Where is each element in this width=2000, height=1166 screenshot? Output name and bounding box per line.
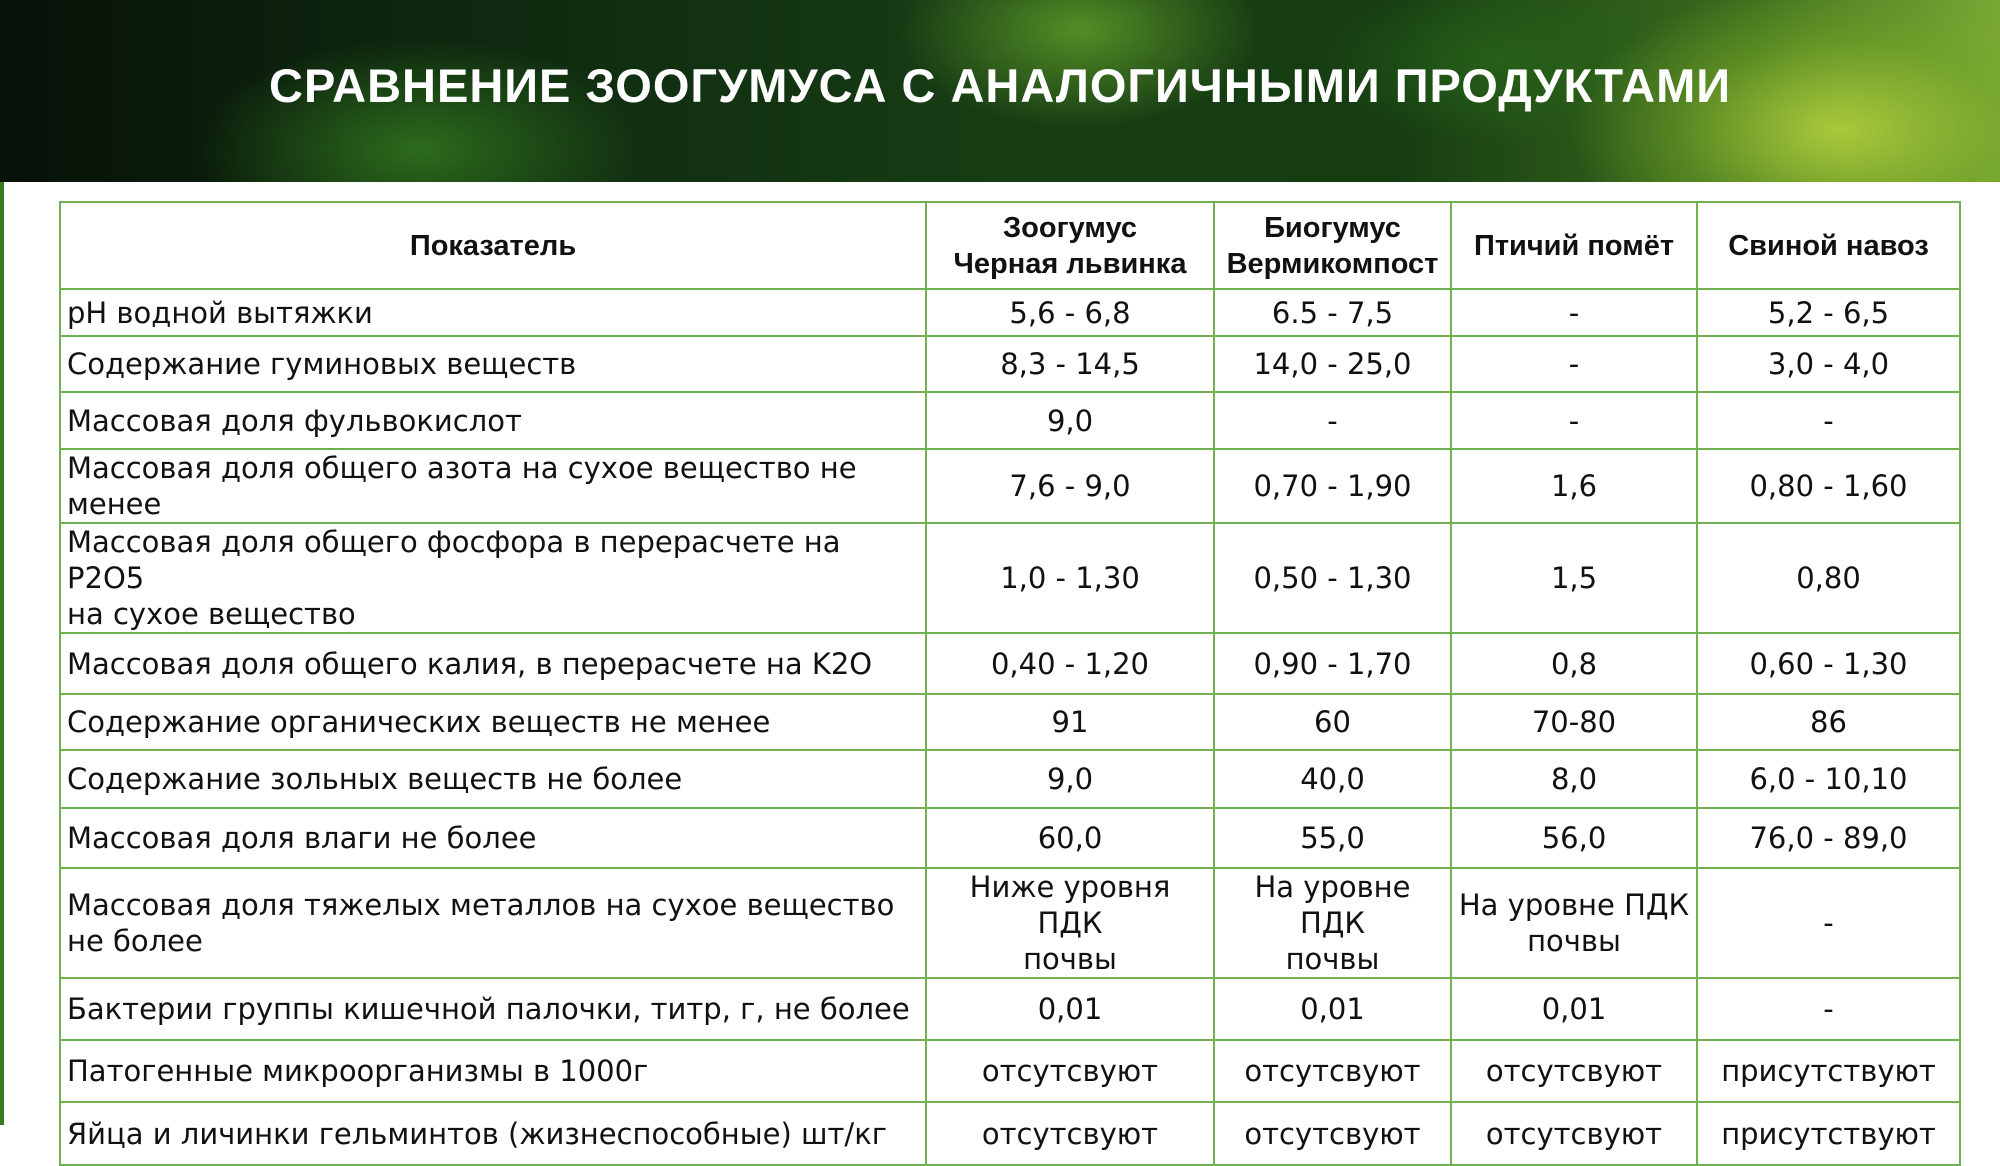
row-value: - [1451,392,1697,449]
row-value: - [1697,868,1960,978]
title-banner [0,0,2000,182]
row-value: - [1214,392,1451,449]
row-value: 56,0 [1451,808,1697,868]
table-row [60,978,1960,1040]
row-value: 0,01 [926,978,1214,1040]
table-row [60,633,1960,694]
row-label: Содержание зольных веществ не более [60,750,926,808]
row-value: 1,6 [1451,449,1697,523]
row-value: 8,3 - 14,5 [926,336,1214,392]
row-value: 0,8 [1451,633,1697,694]
row-value: отсутсвуют [1214,1040,1451,1102]
row-value: 0,80 - 1,60 [1697,449,1960,523]
row-value: 0,60 - 1,30 [1697,633,1960,694]
row-value: отсутсвуют [1214,1102,1451,1165]
row-value: 3,0 - 4,0 [1697,336,1960,392]
row-value: 0,01 [1451,978,1697,1040]
row-value: 5,2 - 6,5 [1697,289,1960,336]
table-row [60,750,1960,808]
row-label: Содержание гуминовых веществ [60,336,926,392]
row-value: 86 [1697,694,1960,750]
header-biogumus: Биогумус Вермикомпост [1214,202,1451,289]
row-label: Массовая доля общего калия, в перерасчете на K2O [60,633,926,694]
table-row [60,449,1960,523]
row-value: 0,90 - 1,70 [1214,633,1451,694]
table-row [60,336,1960,392]
comparison-table [59,201,1961,1166]
row-label: Массовая доля влаги не более [60,808,926,868]
row-value: - [1697,392,1960,449]
row-value: 0,50 - 1,30 [1214,523,1451,633]
row-label: Патогенные микроорганизмы в 1000г [60,1040,926,1102]
row-value: 55,0 [1214,808,1451,868]
row-value: 6,0 - 10,10 [1697,750,1960,808]
header-row [60,202,1960,289]
row-value: 40,0 [1214,750,1451,808]
table-row [60,289,1960,336]
table-body [60,289,1960,1165]
header-zoogumus: Зоогумус Черная львинка [926,202,1214,289]
row-value: 5,6 - 6,8 [926,289,1214,336]
row-value: присутствуют [1697,1102,1960,1165]
table-row [60,1040,1960,1102]
row-value: 0,70 - 1,90 [1214,449,1451,523]
row-value: отсутсвуют [926,1040,1214,1102]
row-value: 0,40 - 1,20 [926,633,1214,694]
row-value: 1,0 - 1,30 [926,523,1214,633]
row-value: Ниже уровня ПДК почвы [926,868,1214,978]
row-label: Массовая доля общего азота на сухое вещество не менее [60,449,926,523]
header-bird-droppings: Птичий помёт [1451,202,1697,289]
row-value: 7,6 - 9,0 [926,449,1214,523]
table-row [60,808,1960,868]
row-value: 14,0 - 25,0 [1214,336,1451,392]
row-value: 76,0 - 89,0 [1697,808,1960,868]
table-row [60,1102,1960,1165]
row-value: 6.5 - 7,5 [1214,289,1451,336]
row-value: 60,0 [926,808,1214,868]
table-row [60,392,1960,449]
row-value: отсутсвуют [1451,1102,1697,1165]
row-label: Массовая доля тяжелых металлов на сухое вещество не более [60,868,926,978]
row-label: Массовая доля общего фосфора в перерасчете на P2O5 на сухое вещество [60,523,926,633]
header-indicator: Показатель [60,202,926,289]
row-value: - [1697,978,1960,1040]
row-label: pH водной вытяжки [60,289,926,336]
row-value: присутствуют [1697,1040,1960,1102]
page-title: СРАВНЕНИЕ ЗООГУМУСА С АНАЛОГИЧНЫМИ ПРОДУКТАМИ [269,59,1731,112]
row-label: Бактерии группы кишечной палочки, титр, г, не более [60,978,926,1040]
row-value: 70-80 [1451,694,1697,750]
row-value: 60 [1214,694,1451,750]
row-value: отсутсвуют [1451,1040,1697,1102]
row-value: 91 [926,694,1214,750]
row-label: Яйца и личинки гельминтов (жизнеспособные) шт/кг [60,1102,926,1165]
row-value: - [1451,336,1697,392]
row-value: 9,0 [926,750,1214,808]
table-row [60,868,1960,978]
table-row [60,694,1960,750]
row-value: 9,0 [926,392,1214,449]
row-value: 0,80 [1697,523,1960,633]
left-accent-bar [0,182,4,1125]
row-value: 0,01 [1214,978,1451,1040]
row-label: Массовая доля фульвокислот [60,392,926,449]
row-value: - [1451,289,1697,336]
row-value: 1,5 [1451,523,1697,633]
row-value: 8,0 [1451,750,1697,808]
header-pig-manure: Свиной навоз [1697,202,1960,289]
row-value: отсутсвуют [926,1102,1214,1165]
table-row [60,523,1960,633]
row-value: На уровне ПДК почвы [1214,868,1451,978]
row-value: На уровне ПДК почвы [1451,868,1697,978]
row-label: Содержание органических веществ не менее [60,694,926,750]
